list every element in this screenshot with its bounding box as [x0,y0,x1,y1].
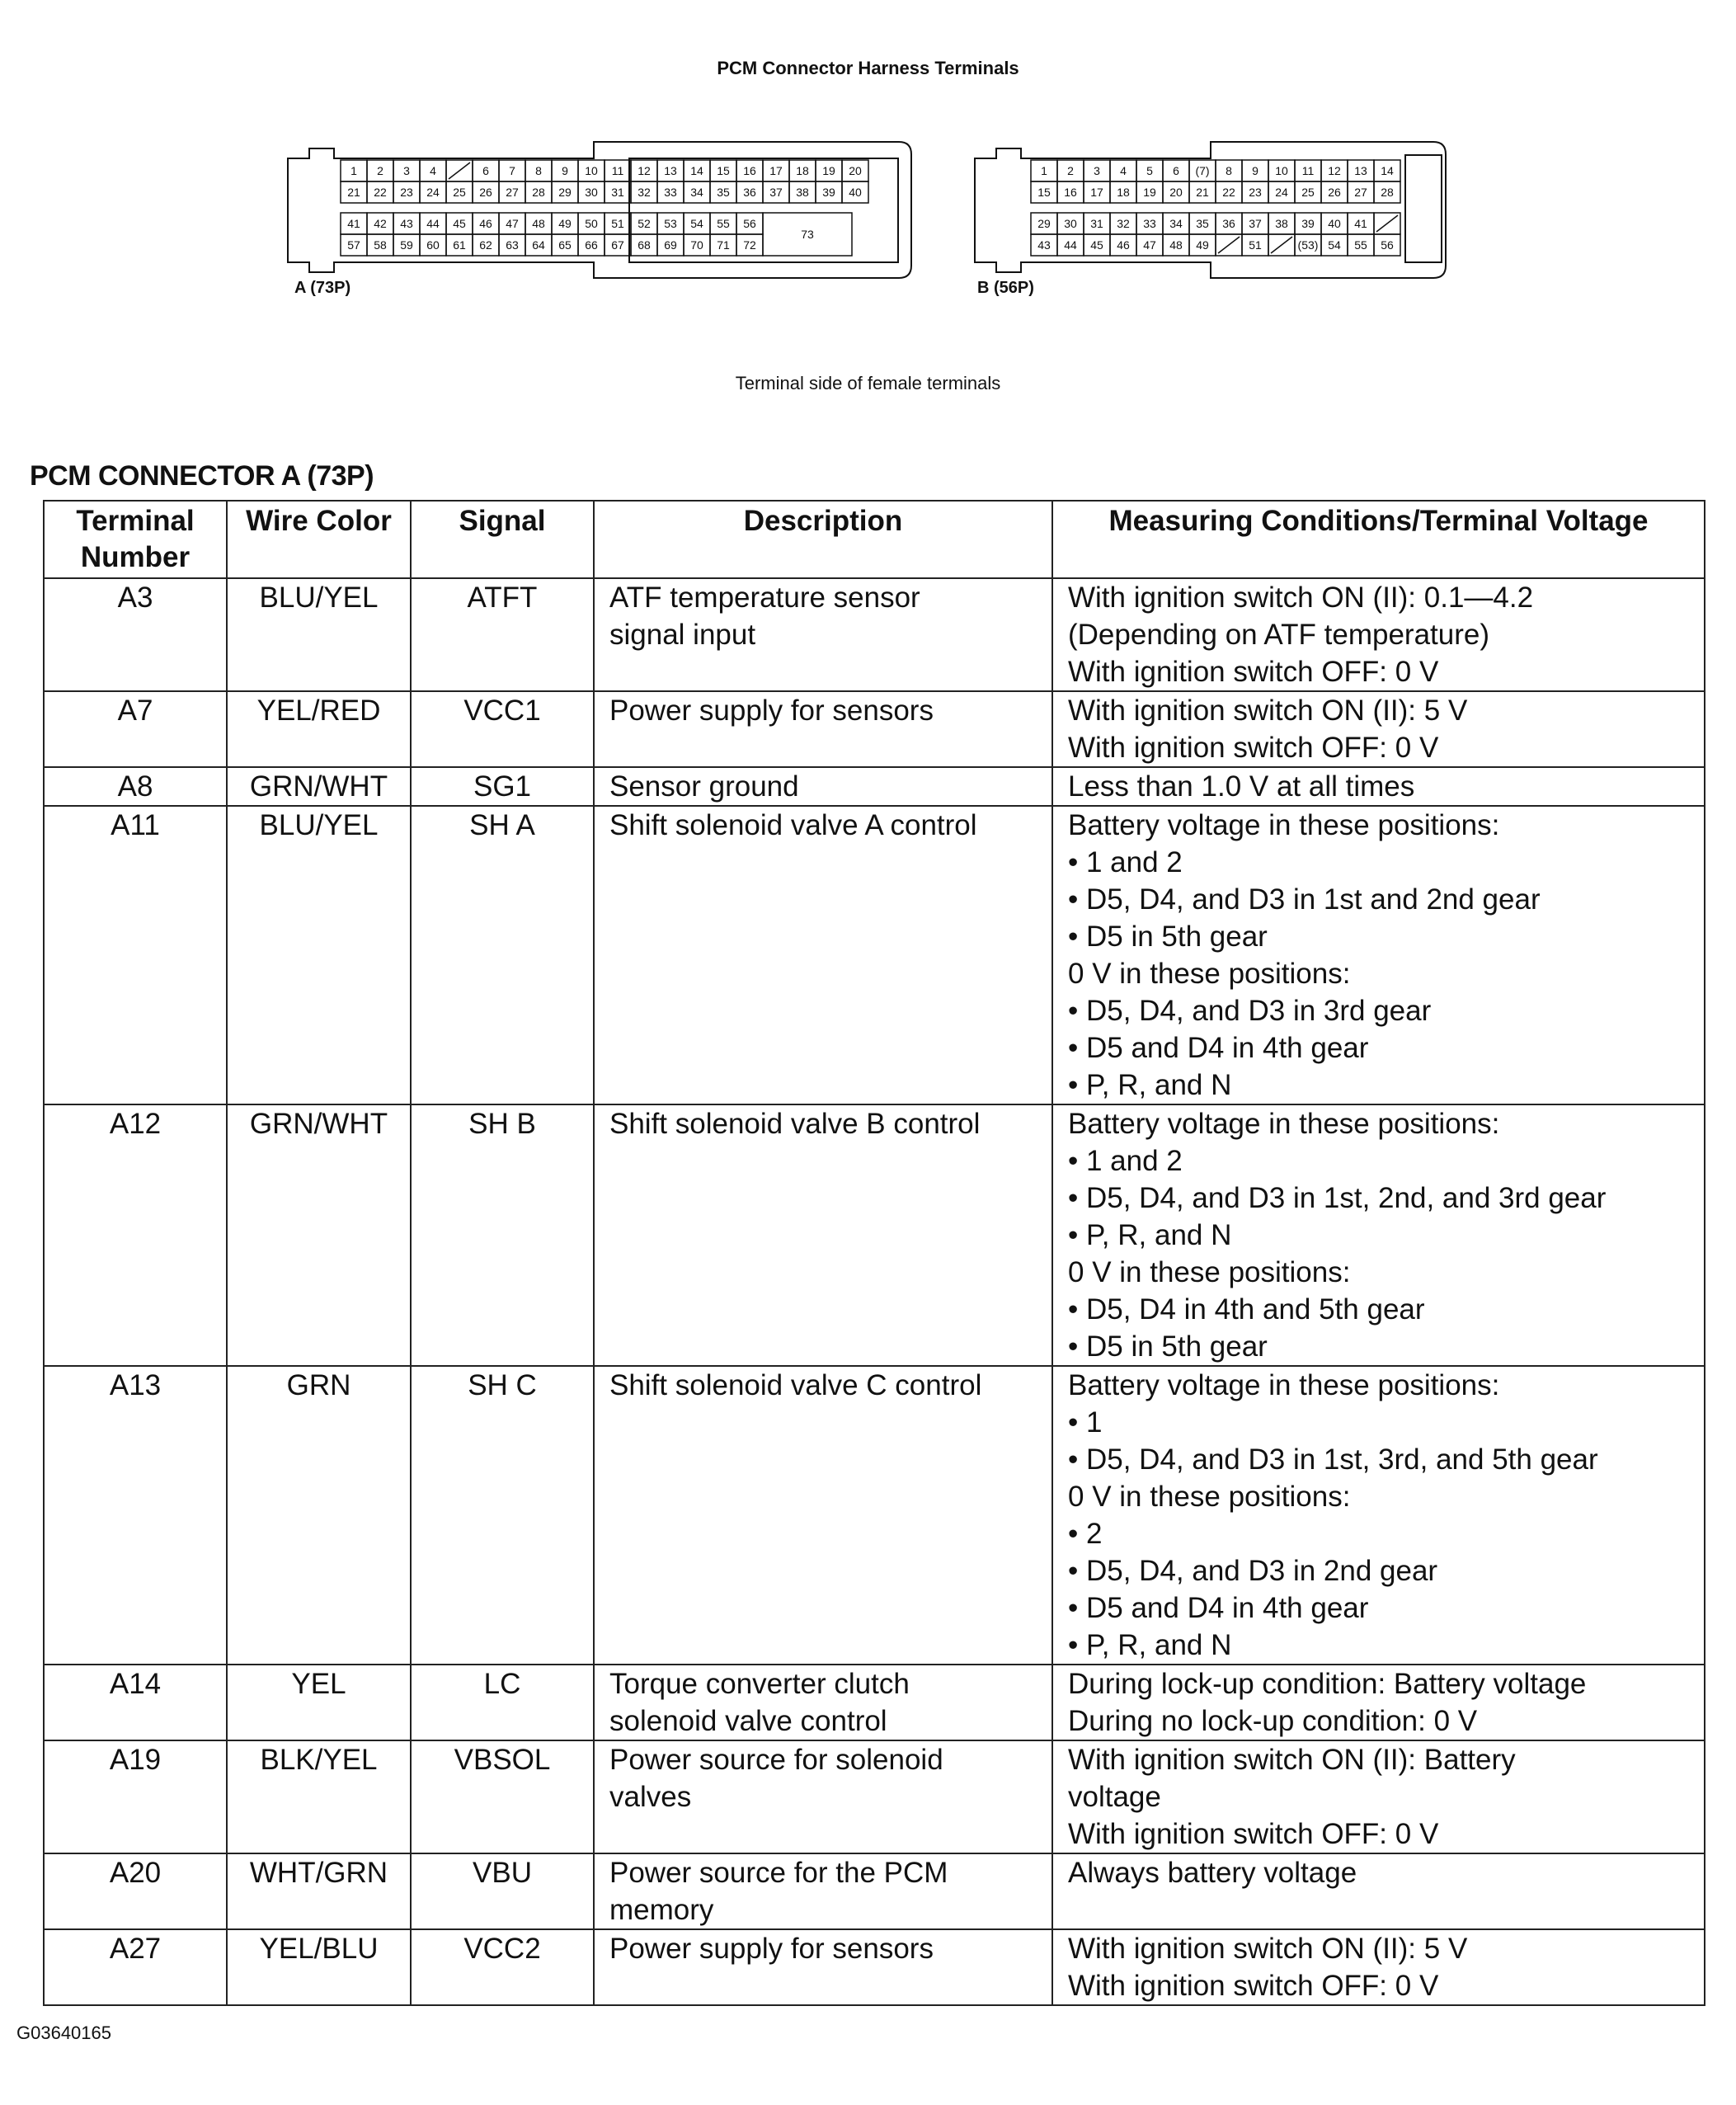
terminal-number: 39 [1301,217,1315,230]
terminal-number: 57 [347,238,360,252]
description-cell [594,1104,1052,1366]
terminal-number-large: 73 [801,228,814,241]
terminal-number: 46 [479,217,492,230]
terminal-number: 47 [1143,238,1156,252]
header-wire-color: Wire Color [227,501,411,578]
terminal-number: 43 [400,217,413,230]
conditions-cell-line: Battery voltage in these positions: [1068,1108,1500,1140]
terminal-number: 3 [403,164,410,177]
conditions-cell-line: • D5, D4, and D3 in 1st and 2nd gear [1068,883,1541,916]
blank-terminal-slash [449,162,470,179]
description-cell-line: Shift solenoid valve C control [609,1369,982,1401]
terminal-number: 52 [637,217,651,230]
terminal-number: 39 [822,186,835,199]
terminal-number: 13 [1354,164,1367,177]
description-cell-line: memory [609,1894,714,1926]
terminal-number: 27 [506,186,519,199]
conditions-cell-line: • D5, D4, and D3 in 1st, 2nd, and 3rd gear [1068,1182,1607,1214]
terminal-number: 66 [585,238,598,252]
conditions-cell-line: • 1 and 2 [1068,1145,1183,1177]
signal-cell: ATFT [411,578,594,691]
terminal-number: 6 [1173,164,1179,177]
header-description: Description [594,501,1052,578]
terminal-number: 54 [690,217,703,230]
table-row [44,1366,1705,1665]
terminal-number: 41 [347,217,360,230]
terminal-number: 24 [1275,186,1288,199]
terminal-number: 16 [743,164,756,177]
terminal-number: 20 [849,164,862,177]
terminal-number: 10 [1275,164,1288,177]
terminal-number: 36 [1222,217,1235,230]
description-cell-line: valves [609,1781,692,1813]
terminal-number: 18 [796,164,809,177]
conditions-cell [1052,1853,1705,1929]
terminal-number: 61 [453,238,466,252]
header-measuring-conditions: Measuring Conditions/Terminal Voltage [1052,501,1705,578]
description-cell-line: Sensor ground [609,770,799,803]
terminal-number: 29 [1037,217,1051,230]
wire-color-cell: GRN/WHT [227,1104,411,1366]
conditions-cell-line: With ignition switch ON (II): Battery [1068,1744,1516,1776]
conditions-cell [1052,767,1705,806]
description-cell-line: Shift solenoid valve A control [609,809,977,841]
description-cell-line: signal input [609,619,756,651]
section-heading: PCM CONNECTOR A (73P) [30,460,374,492]
signal-cell: VBU [411,1853,594,1929]
terminal-number: 69 [664,238,677,252]
terminal-number: 34 [1169,217,1183,230]
terminal-number: 67 [611,238,624,252]
table-row [44,1665,1705,1740]
description-cell-line: Power source for the PCM [609,1857,948,1889]
terminal-number: 17 [769,164,783,177]
table-row [44,1929,1705,2005]
terminal-number: 55 [1354,238,1367,252]
terminal-number: 49 [558,217,572,230]
terminal-number-cell: A7 [44,691,227,767]
terminal-number: 12 [1328,164,1341,177]
conditions-cell-line: With ignition switch OFF: 0 V [1068,1970,1439,2002]
terminal-number: 32 [637,186,651,199]
terminal-number: 36 [743,186,756,199]
table-row [44,1740,1705,1853]
description-cell [594,691,1052,767]
connector-a-diagram [285,140,920,280]
conditions-cell-line: • D5 in 5th gear [1068,1330,1268,1363]
conditions-cell-line: Less than 1.0 V at all times [1068,770,1415,803]
terminal-number: 38 [796,186,809,199]
terminal-number: 59 [400,238,413,252]
description-cell [594,1929,1052,2005]
conditions-cell [1052,806,1705,1104]
conditions-cell-line: • P, R, and N [1068,1069,1232,1101]
conditions-cell-line: With ignition switch ON (II): 5 V [1068,1933,1468,1965]
table-row [44,691,1705,767]
terminal-number: 37 [1249,217,1262,230]
wire-color-cell: BLU/YEL [227,578,411,691]
conditions-cell-line: • D5 and D4 in 4th gear [1068,1032,1369,1064]
terminal-number: 26 [479,186,492,199]
terminal-number: 35 [717,186,730,199]
wire-color-cell: YEL/BLU [227,1929,411,2005]
terminal-number: 2 [1067,164,1074,177]
signal-cell: SH C [411,1366,594,1665]
conditions-cell-line: Always battery voltage [1068,1857,1357,1889]
terminal-number: 16 [1064,186,1077,199]
terminal-number: 13 [664,164,677,177]
terminal-number: 53 [664,217,677,230]
conditions-cell-line: 0 V in these positions: [1068,958,1351,990]
conditions-cell-line: • D5, D4, and D3 in 2nd gear [1068,1555,1438,1587]
conditions-cell [1052,1665,1705,1740]
terminal-number: 42 [374,217,387,230]
table-row [44,806,1705,1104]
terminal-number: 23 [400,186,413,199]
header-terminal-number [44,501,227,578]
terminal-number: 56 [743,217,756,230]
connector-b-label: B (56P) [977,279,1034,297]
terminal-number-cell: A8 [44,767,227,806]
conditions-cell-line: (Depending on ATF temperature) [1068,619,1490,651]
terminal-number: 43 [1037,238,1051,252]
terminal-number: 1 [350,164,357,177]
terminal-number: 2 [377,164,383,177]
terminal-number: 21 [1196,186,1209,199]
conditions-cell [1052,578,1705,691]
conditions-cell-line: Battery voltage in these positions: [1068,1369,1500,1401]
terminal-number: 3 [1094,164,1100,177]
terminal-number: 20 [1169,186,1183,199]
conditions-cell-line: voltage [1068,1781,1161,1813]
wire-color-cell: GRN [227,1366,411,1665]
description-cell [594,1665,1052,1740]
table-row [44,767,1705,806]
terminal-number: 12 [637,164,651,177]
header-terminal-number-line: Number [80,541,191,573]
description-cell-line: Power supply for sensors [609,1933,934,1965]
terminal-number: 70 [690,238,703,252]
conditions-cell-line: • D5, D4, and D3 in 1st, 3rd, and 5th gear [1068,1443,1598,1476]
connector-a-label: A (73P) [294,279,351,297]
terminal-number: 68 [637,238,651,252]
description-cell-line: Torque converter clutch [609,1668,910,1700]
terminal-number: 45 [453,217,466,230]
terminal-number: 50 [585,217,598,230]
terminal-number: 65 [558,238,572,252]
conditions-cell-line: • D5 and D4 in 4th gear [1068,1592,1369,1624]
terminal-number: 46 [1117,238,1130,252]
terminal-number: 38 [1275,217,1288,230]
terminal-number: 19 [822,164,835,177]
conditions-cell-line: With ignition switch OFF: 0 V [1068,732,1439,764]
terminal-number: 21 [347,186,360,199]
conditions-cell [1052,1104,1705,1366]
terminal-number-cell: A19 [44,1740,227,1853]
terminal-number: 18 [1117,186,1130,199]
conditions-cell-line: With ignition switch OFF: 0 V [1068,1818,1439,1850]
terminal-number: 14 [1381,164,1394,177]
terminal-number: 44 [426,217,440,230]
terminal-number: 5 [1146,164,1153,177]
table-row [44,1853,1705,1929]
terminal-number-cell: A14 [44,1665,227,1740]
conditions-cell-line: With ignition switch ON (II): 5 V [1068,695,1468,727]
figure-code: G03640165 [16,2023,111,2043]
table-row [44,578,1705,691]
conditions-cell-line: • D5 in 5th gear [1068,921,1268,953]
conditions-cell-line: With ignition switch ON (II): 0.1—4.2 [1068,582,1534,614]
description-cell-line: Shift solenoid valve B control [609,1108,981,1140]
conditions-cell-line: Battery voltage in these positions: [1068,809,1500,841]
terminal-number: 27 [1354,186,1367,199]
terminal-number: 30 [1064,217,1077,230]
conditions-cell-line: During lock-up condition: Battery voltage [1068,1668,1587,1700]
terminal-number: 40 [849,186,862,199]
signal-cell: LC [411,1665,594,1740]
signal-cell: SG1 [411,767,594,806]
terminal-number: 32 [1117,217,1130,230]
description-cell [594,578,1052,691]
signal-cell: VBSOL [411,1740,594,1853]
terminal-number: 48 [532,217,545,230]
terminal-number: 45 [1090,238,1103,252]
terminal-number: 55 [717,217,730,230]
terminal-number: 15 [717,164,730,177]
terminal-number: 29 [558,186,572,199]
description-cell [594,1740,1052,1853]
description-cell [594,806,1052,1104]
header-signal: Signal [411,501,594,578]
terminal-number-cell: A11 [44,806,227,1104]
terminal-number: 25 [1301,186,1315,199]
terminal-number: 24 [426,186,440,199]
terminal-number: 4 [430,164,436,177]
terminal-number: 1 [1041,164,1047,177]
connector-b-diagram [972,140,1451,280]
terminal-number: 58 [374,238,387,252]
terminal-number: 63 [506,238,519,252]
signal-cell: VCC1 [411,691,594,767]
terminal-number: 56 [1381,238,1394,252]
pcm-connector-table [43,500,1704,2006]
terminal-number: (7) [1195,164,1210,177]
terminal-number-cell: A13 [44,1366,227,1665]
terminal-number: 15 [1037,186,1051,199]
terminal-number: 30 [585,186,598,199]
terminal-number: 51 [611,217,624,230]
wire-color-cell: GRN/WHT [227,767,411,806]
signal-cell: SH B [411,1104,594,1366]
conditions-cell-line: • P, R, and N [1068,1629,1232,1661]
terminal-number: 41 [1354,217,1367,230]
terminal-number: 33 [664,186,677,199]
conditions-cell-line: During no lock-up condition: 0 V [1068,1705,1478,1737]
terminal-number: 22 [1222,186,1235,199]
terminal-number: 33 [1143,217,1156,230]
conditions-cell [1052,1366,1705,1665]
terminal-number: 40 [1328,217,1341,230]
terminal-number: 9 [562,164,568,177]
conditions-cell [1052,1740,1705,1853]
table-header-row [44,501,1705,578]
terminal-number: 44 [1064,238,1077,252]
terminal-number: 10 [585,164,598,177]
terminal-number: 37 [769,186,783,199]
terminal-number: 54 [1328,238,1341,252]
terminal-number: 25 [453,186,466,199]
terminal-number: 19 [1143,186,1156,199]
terminal-number: (53) [1297,238,1319,252]
wire-color-cell: YEL/RED [227,691,411,767]
terminal-number-cell: A12 [44,1104,227,1366]
terminal-number: 31 [1090,217,1103,230]
conditions-cell-line: • D5, D4, and D3 in 3rd gear [1068,995,1432,1027]
description-cell [594,767,1052,806]
terminal-number: 47 [506,217,519,230]
description-cell-line: Power source for solenoid [609,1744,943,1776]
terminal-number: 22 [374,186,387,199]
conditions-cell-line: 0 V in these positions: [1068,1481,1351,1513]
terminal-number: 11 [1301,164,1315,177]
description-cell-line: solenoid valve control [609,1705,887,1737]
header-terminal-number-line: Terminal [76,505,195,537]
terminal-number: 34 [690,186,703,199]
conditions-cell-line: • 1 [1068,1406,1103,1439]
wire-color-cell: BLU/YEL [227,806,411,1104]
conditions-cell-line: • D5, D4 in 4th and 5th gear [1068,1293,1425,1326]
terminal-number: 17 [1090,186,1103,199]
terminal-number: 62 [479,238,492,252]
blank-terminal-slash [1218,237,1240,253]
terminal-number: 28 [532,186,545,199]
conditions-cell-line: With ignition switch OFF: 0 V [1068,656,1439,688]
wire-color-cell: BLK/YEL [227,1740,411,1853]
signal-cell: VCC2 [411,1929,594,2005]
terminal-number: 48 [1169,238,1183,252]
terminal-number: 8 [1226,164,1232,177]
terminal-number-cell: A27 [44,1929,227,2005]
description-cell-line: Power supply for sensors [609,695,934,727]
terminal-number: 64 [532,238,545,252]
terminal-number: 4 [1120,164,1127,177]
terminal-side-caption: Terminal side of female terminals [735,373,1001,393]
terminal-number: 51 [1249,238,1262,252]
terminal-number: 31 [611,186,624,199]
description-cell [594,1366,1052,1665]
wire-color-cell: YEL [227,1665,411,1740]
table-row [44,1104,1705,1366]
terminal-number-cell: A20 [44,1853,227,1929]
terminal-number: 35 [1196,217,1209,230]
terminal-number: 23 [1249,186,1262,199]
conditions-cell-line: 0 V in these positions: [1068,1256,1351,1288]
terminal-number: 71 [717,238,730,252]
signal-cell: SH A [411,806,594,1104]
terminal-number: 6 [482,164,489,177]
description-cell [594,1853,1052,1929]
terminal-number: 60 [426,238,440,252]
blank-terminal-slash [1376,215,1398,232]
conditions-cell [1052,691,1705,767]
terminal-number: 8 [535,164,542,177]
terminal-number: 7 [509,164,515,177]
terminal-number: 28 [1381,186,1394,199]
wire-color-cell: WHT/GRN [227,1853,411,1929]
conditions-cell-line: • P, R, and N [1068,1219,1232,1251]
conditions-cell [1052,1929,1705,2005]
terminal-number-cell: A3 [44,578,227,691]
conditions-cell-line: • 2 [1068,1518,1103,1550]
terminal-number: 26 [1328,186,1341,199]
blank-terminal-slash [1271,237,1292,253]
conditions-cell-line: • 1 and 2 [1068,846,1183,878]
diagram-title: PCM Connector Harness Terminals [717,58,1019,78]
terminal-number: 9 [1252,164,1258,177]
terminal-number: 14 [690,164,703,177]
terminal-number: 11 [611,164,624,177]
terminal-number: 49 [1196,238,1209,252]
description-cell-line: ATF temperature sensor [609,582,920,614]
terminal-number: 72 [743,238,756,252]
